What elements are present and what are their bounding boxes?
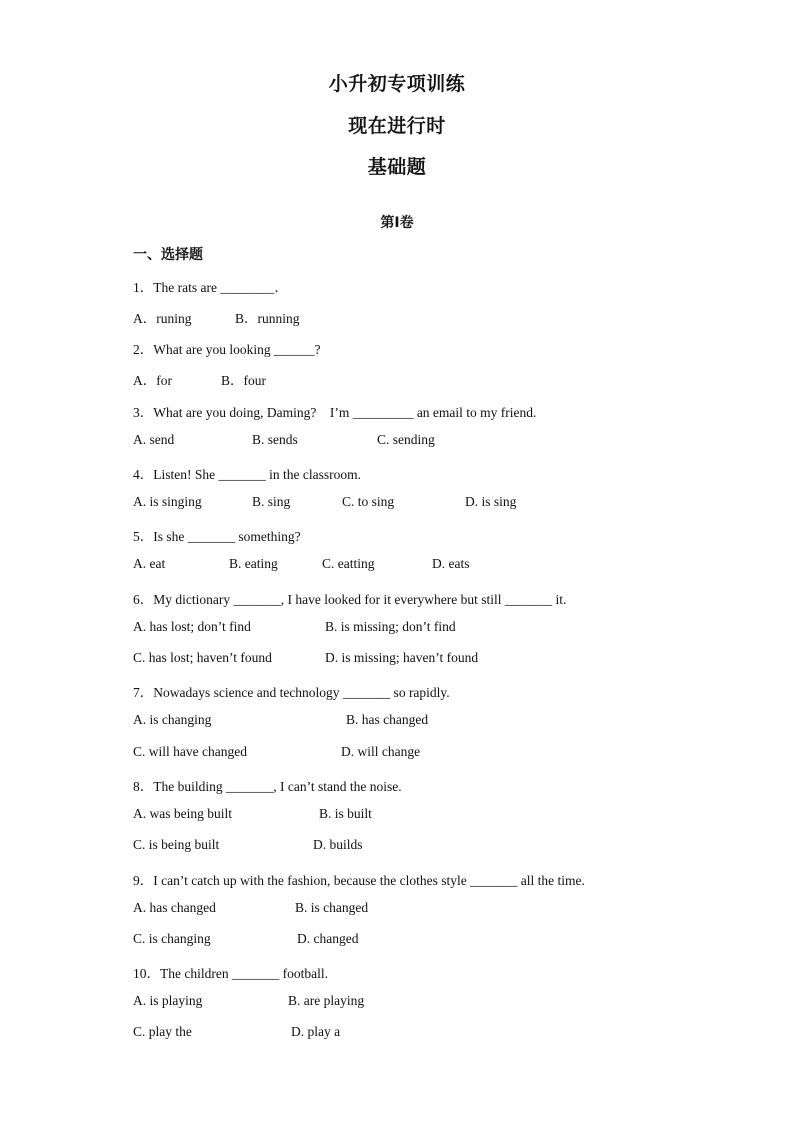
- answer-option: D. play a: [291, 1024, 341, 1039]
- answer-option: D. eats: [432, 556, 470, 571]
- answer-option: A. has changed: [133, 900, 216, 915]
- question-stem: 5．Is she _______ something?: [133, 529, 301, 544]
- answer-option: B. sing: [252, 494, 291, 509]
- answer-option: C. sending: [377, 432, 435, 447]
- section-heading: 一、选择题: [133, 247, 203, 263]
- question-stem: 3．What are you doing, Daming? I’m _________ an email to my friend.: [133, 405, 537, 420]
- answer-option: D. changed: [297, 931, 359, 946]
- answer-option: B. has changed: [346, 712, 429, 727]
- question-stem: 6．My dictionary _______, I have looked for it everywhere but still _______ it.: [133, 592, 567, 607]
- answer-option: B．four: [221, 373, 266, 388]
- answer-option: A. eat: [133, 556, 166, 571]
- answer-option: A．for: [133, 373, 172, 388]
- answer-option: B. are playing: [288, 993, 365, 1008]
- question-stem: 10．The children _______ football.: [133, 966, 328, 981]
- question-stem: 1．The rats are ________．: [133, 280, 288, 295]
- answer-option: B. eating: [229, 556, 278, 571]
- answer-option: A. is playing: [133, 993, 203, 1008]
- difficulty-label: 基础题: [367, 156, 427, 178]
- answer-option: C. has lost; haven’t found: [133, 650, 272, 665]
- question-stem: 2．What are you looking ______?: [133, 342, 321, 357]
- answer-option: B. is missing; don’t find: [325, 619, 456, 634]
- answer-option: A．runing: [133, 311, 192, 326]
- answer-option: C. eatting: [322, 556, 375, 571]
- answer-option: B. sends: [252, 432, 298, 447]
- answer-option: A. was being built: [133, 806, 232, 821]
- answer-option: B．running: [235, 311, 300, 326]
- answer-option: C. will have changed: [133, 744, 247, 759]
- answer-option: D. is missing; haven’t found: [325, 650, 479, 665]
- answer-option: A. is changing: [133, 712, 212, 727]
- question-stem: 8．The building _______, I can’t stand the noise.: [133, 779, 402, 794]
- answer-option: B. is changed: [295, 900, 369, 915]
- answer-option: C. to sing: [342, 494, 395, 509]
- answer-option: A. is singing: [133, 494, 202, 509]
- answer-option: B. is built: [319, 806, 372, 821]
- answer-option: C. play the: [133, 1024, 192, 1039]
- answer-option: C. is changing: [133, 931, 211, 946]
- answer-option: D. builds: [313, 837, 363, 852]
- answer-option: A. has lost; don’t find: [133, 619, 251, 634]
- answer-option: A. send: [133, 432, 175, 447]
- question-stem: 4．Listen! She _______ in the classroom.: [133, 467, 361, 482]
- answer-option: D. will change: [341, 744, 421, 759]
- document-title: 小升初专项训练: [328, 73, 466, 95]
- volume-heading: 第I卷: [380, 215, 414, 231]
- document-subtitle: 现在进行时: [348, 115, 446, 137]
- question-stem: 9．I can’t catch up with the fashion, because the clothes style _______ all the time.: [133, 873, 585, 888]
- question-stem: 7．Nowadays science and technology _______ so rapidly.: [133, 685, 450, 700]
- answer-option: D. is sing: [465, 494, 517, 509]
- answer-option: C. is being built: [133, 837, 220, 852]
